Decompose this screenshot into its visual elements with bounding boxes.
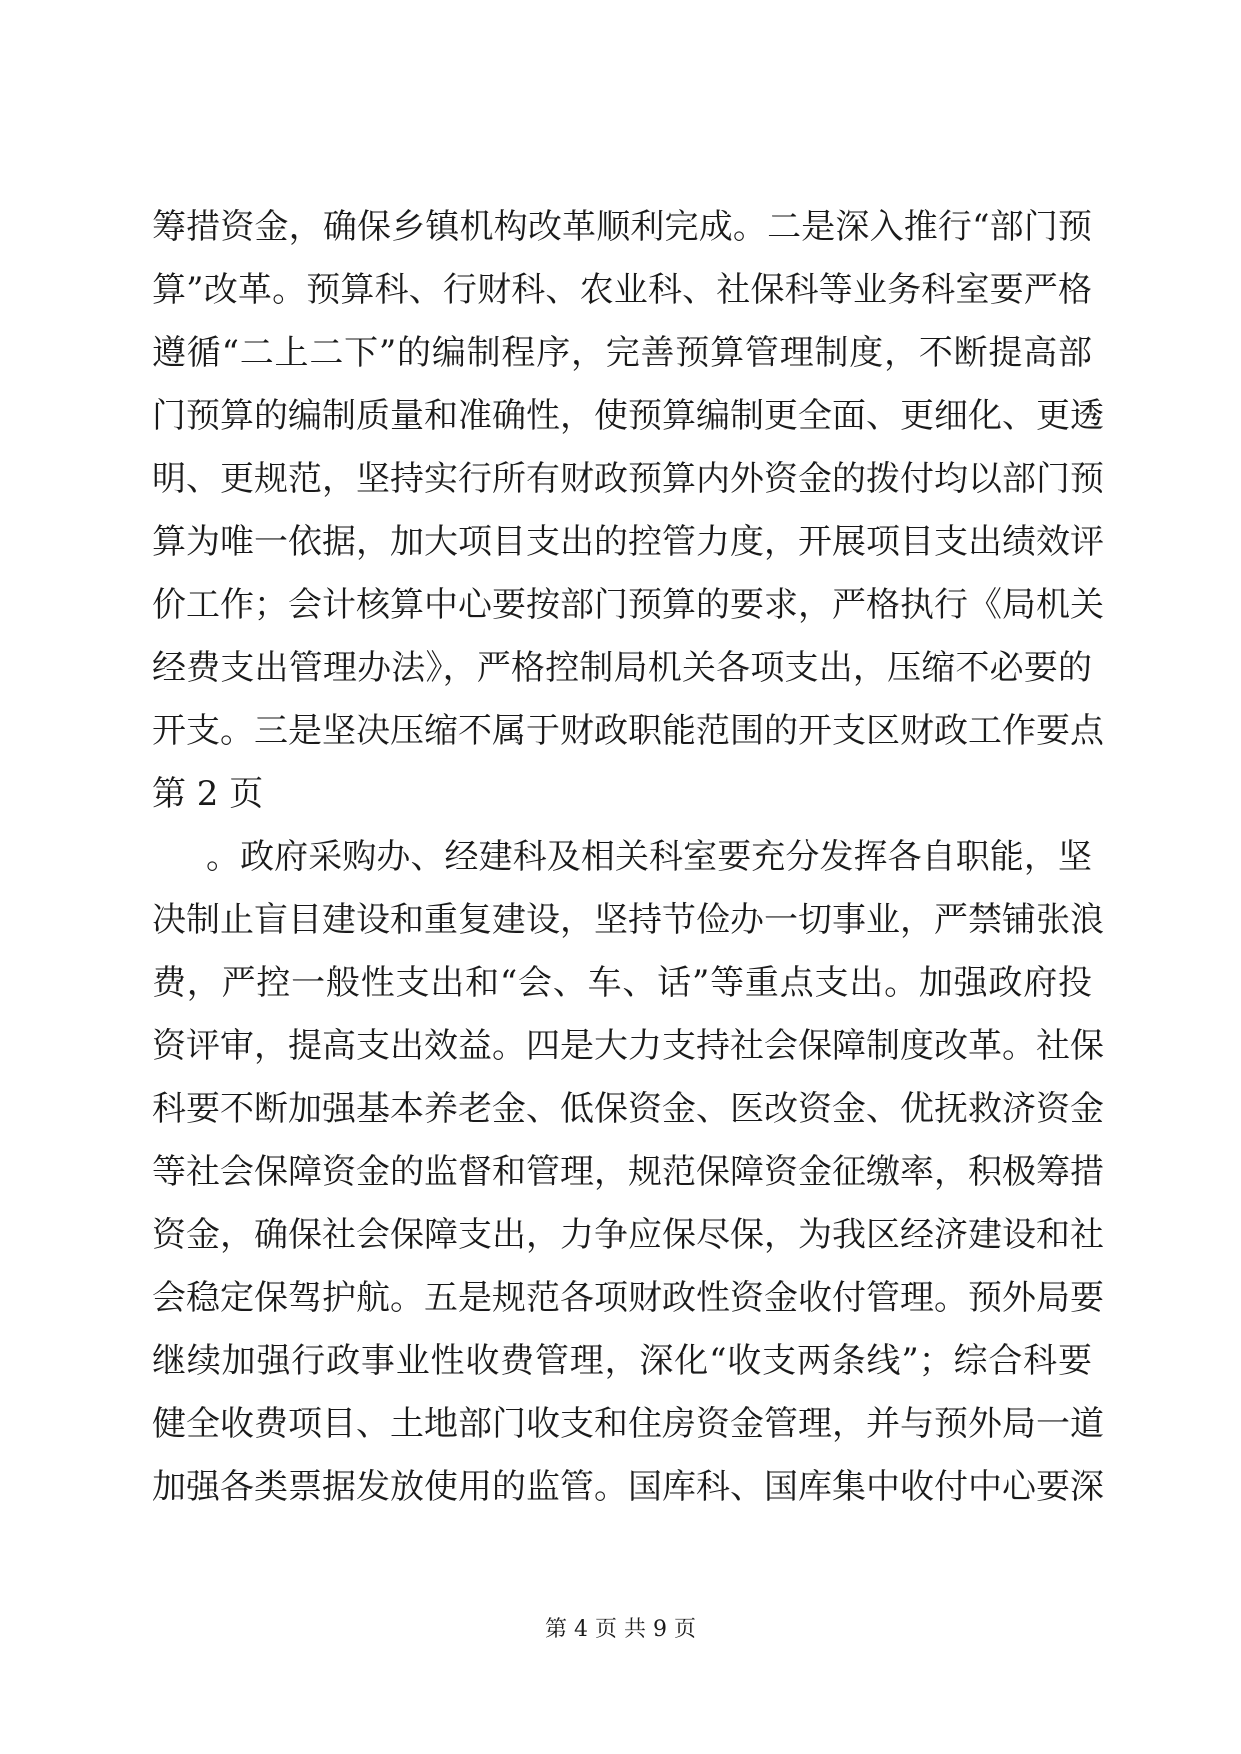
text-line: 开支。三是坚决压缩不属于财政职能范围的开支区财政工作要点 [152,711,1104,751]
text-line: 算为唯一依据，加大项目支出的控管力度，开展项目支出绩效评 [152,522,1104,562]
text-line: 会稳定保驾护航。五是规范各项财政性资金收付管理。预外局要 [152,1278,1104,1318]
text-line: 加强各类票据发放使用的监管。国库科、国库集中收付中心要深 [152,1467,1104,1507]
text-line: 资金，确保社会保障支出，力争应保尽保，为我区经济建设和社 [152,1215,1104,1255]
text-line: 资评审，提高支出效益。四是大力支持社会保障制度改革。社保 [152,1026,1104,1066]
text-line: 筹措资金，确保乡镇机构改革顺利完成。二是深入推行“部门预 [152,207,1092,247]
text-line: 经费支出管理办法》，严格控制局机关各项支出，压缩不必要的 [152,648,1092,688]
text-line: 健全收费项目、土地部门收支和住房资金管理，并与预外局一道 [152,1404,1104,1444]
text-line: 决制止盲目建设和重复建设，坚持节俭办一切事业，严禁铺张浪 [152,900,1104,940]
text-line: 。政府采购办、经建科及相关科室要充分发挥各自职能，坚 [206,837,1092,877]
text-line: 继续加强行政事业性收费管理，深化“收支两条线”；综合科要 [152,1341,1092,1381]
page-number: 第 4 页 共 9 页 [545,1617,696,1642]
text-line: 费，严控一般性支出和“会、车、话”等重点支出。加强政府投 [152,963,1092,1003]
body-text [152,204,1104,1527]
text-line: 门预算的编制质量和准确性，使预算编制更全面、更细化、更透 [152,396,1104,436]
text-line: 明、更规范，坚持实行所有财政预算内外资金的拨付均以部门预 [152,459,1104,499]
text-line: 价工作；会计核算中心要按部门预算的要求，严格执行《局机关 [152,585,1104,625]
text-line: 算”改革。预算科、行财科、农业科、社保科等业务科室要严格 [152,270,1092,310]
text-line: 遵循“二上二下”的编制程序，完善预算管理制度，不断提高部 [152,333,1092,373]
page-footer [0,1612,1241,1643]
text-line: 等社会保障资金的监督和管理，规范保障资金征缴率，积极筹措 [152,1152,1104,1192]
text-line: 科要不断加强基本养老金、低保资金、医改资金、优抚救济资金 [152,1089,1104,1129]
text-line: 第 2 页 [152,774,264,814]
